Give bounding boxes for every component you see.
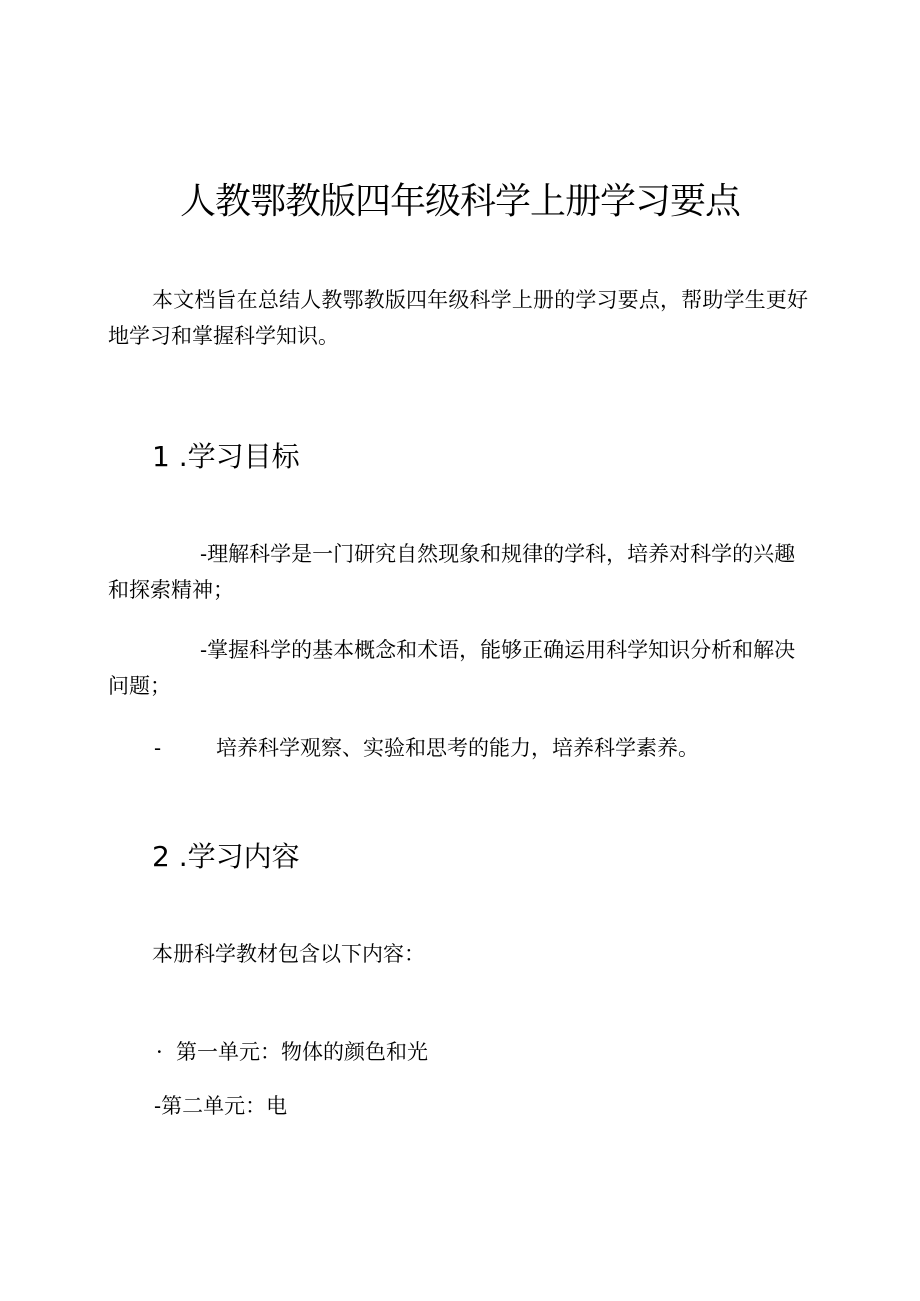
goal-item [108, 632, 808, 704]
intro-paragraph: 本文档旨在总结人教鄂教版四年级科学上册的学习要点，帮助学生更好地学习和掌握科学知识。 [108, 288, 808, 348]
goal-text: 培养科学观察、实验和思考的能力，培养科学素养。 [216, 736, 699, 760]
section-heading-goals: 1 .学习目标 [152, 440, 300, 473]
bullet-marker: · [156, 1040, 163, 1064]
list-marker: - [200, 638, 208, 662]
unit-text: 第一单元：物体的颜色和光 [176, 1040, 428, 1064]
unit-item [156, 1034, 856, 1070]
list-marker: - [154, 1094, 162, 1118]
goal-text: 理解科学是一门研究自然现象和规律的学科，培养对科学的兴趣和探索精神； [108, 542, 796, 602]
list-marker: - [200, 542, 208, 566]
content-intro: 本册科学教材包含以下内容： [152, 942, 425, 966]
document-title: 人教鄂教版四年级科学上册学习要点 [179, 181, 740, 222]
section-heading-content: 2 .学习内容 [152, 840, 300, 873]
list-marker: - [154, 736, 162, 760]
unit-item [154, 1088, 854, 1124]
goal-item [108, 536, 808, 608]
unit-text: 第二单元：电 [161, 1094, 288, 1118]
goal-item [154, 730, 854, 766]
goal-text: 掌握科学的基本概念和术语，能够正确运用科学知识分析和解决问题； [108, 638, 796, 698]
